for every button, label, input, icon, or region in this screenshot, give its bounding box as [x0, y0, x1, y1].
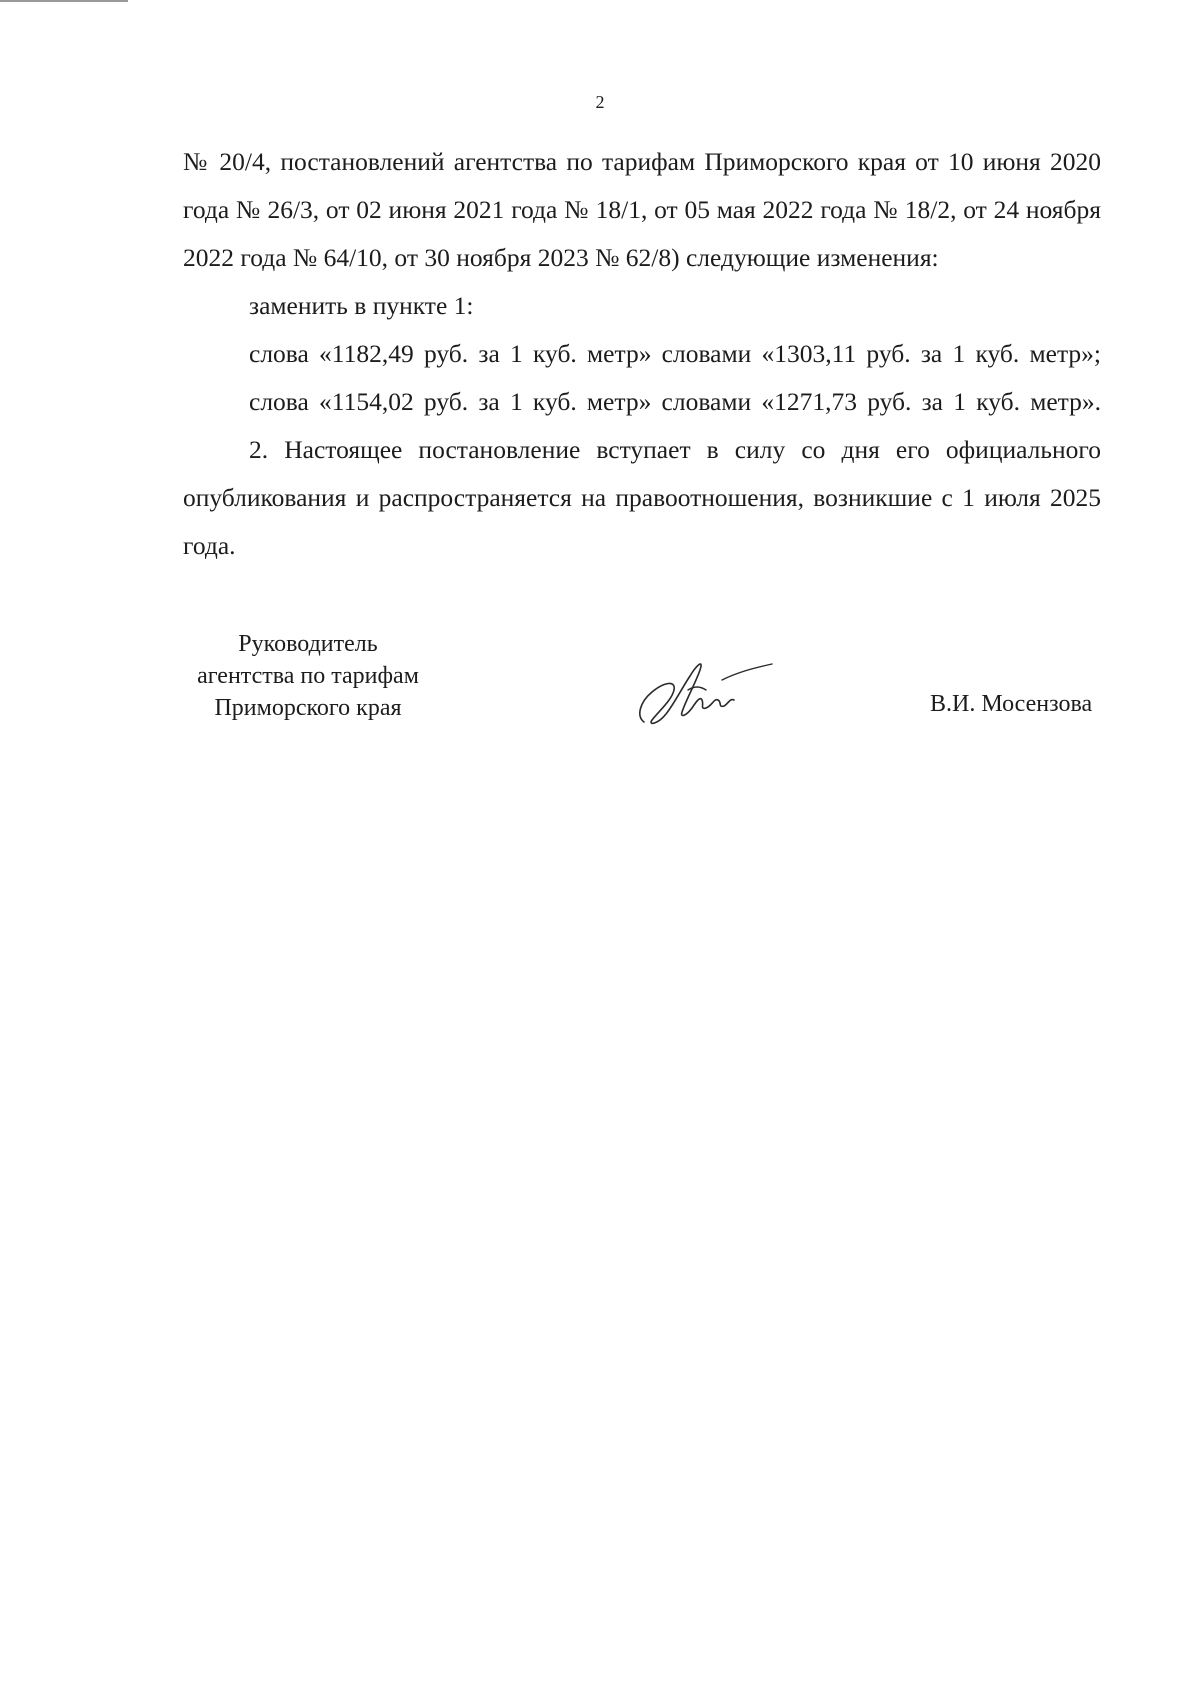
handwritten-signature	[630, 650, 780, 730]
signature-block	[0, 628, 1200, 748]
paragraph-replacement-2: слова «1154,02 руб. за 1 куб. метр» словами «1271,73 руб. за 1 куб. метр».	[249, 387, 1101, 416]
signer-position	[165, 628, 451, 724]
paragraph-effective-date: 2. Настоящее постановление вступает в силу со дня его официального опубликования и распространяется на правоотношения, возникшие с 1 июля 2025 года.	[183, 435, 1101, 560]
paragraph-amendment-references: № 20/4, постановлений агентства по тарифам Приморского края от 10 июня 2020 года № 26/3, от 02 июня 2021 года № 18/1, от 05 мая 2022 года № 18/2, от 24 ноября 2022 года № 64/10, от 30 ноября 2023 № 62/8) следующие изменения:	[183, 147, 1101, 272]
signer-position-line: агентства по тарифам	[197, 663, 419, 689]
page-number: 2	[595, 92, 605, 112]
document-body	[183, 138, 1101, 570]
signer-position-line: Руководитель	[238, 631, 378, 657]
signer-position-line: Приморского края	[214, 695, 402, 721]
paragraph-replacement-1: слова «1182,49 руб. за 1 куб. метр» словами «1303,11 руб. за 1 куб. метр»;	[249, 339, 1101, 368]
scan-edge-mark	[0, 0, 128, 2]
paragraph-replace-in-clause: заменить в пункте 1:	[249, 291, 474, 320]
signer-name: В.И. Мосензова	[930, 691, 1093, 717]
